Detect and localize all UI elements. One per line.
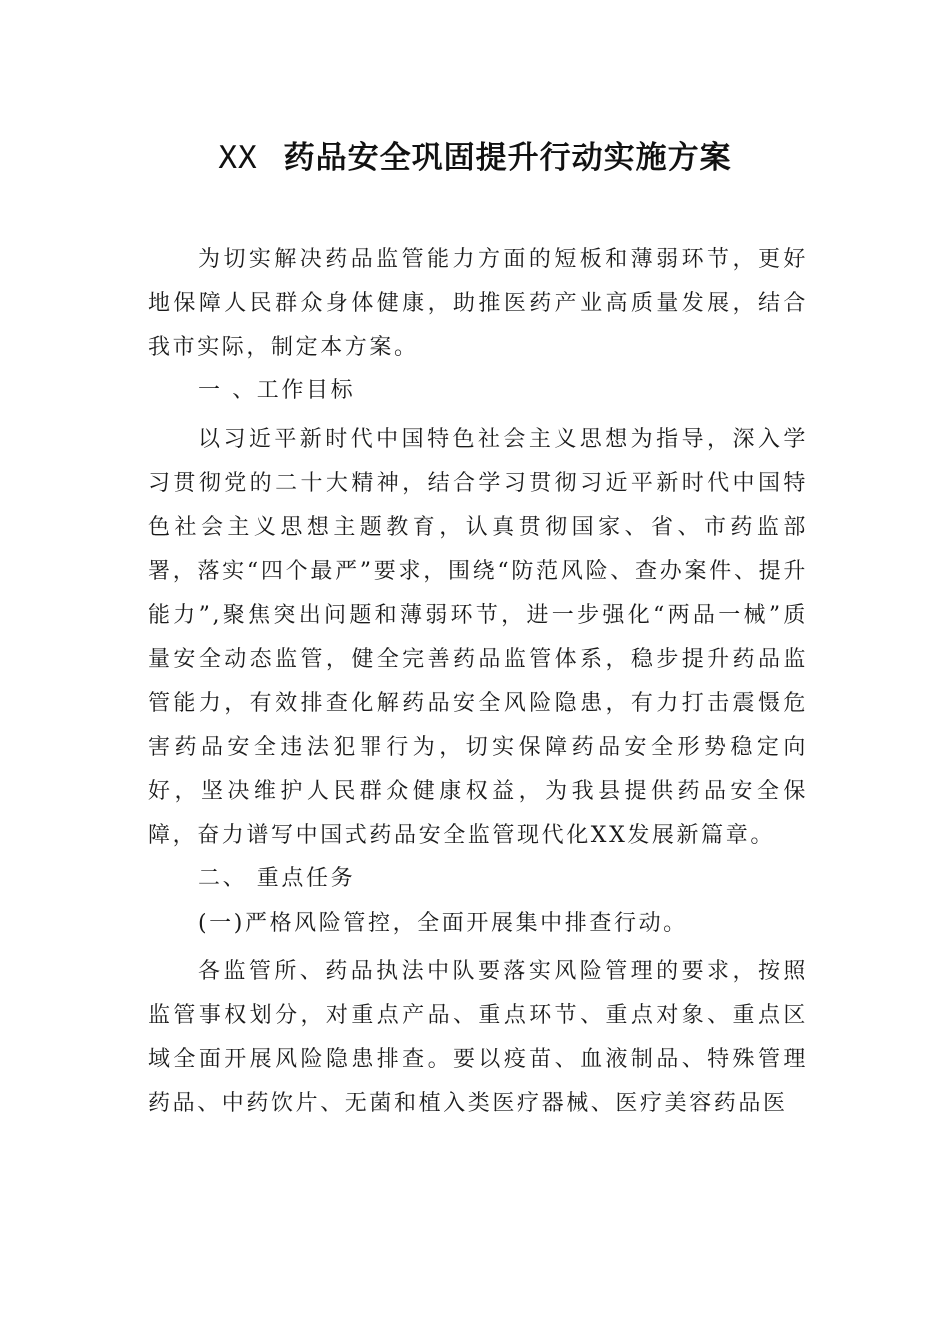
goals-paragraph: 以习近平新时代中国特色社会主义思想为指导，深入学习贯彻党的二十大精神，结合学习贯彻习近平新时代中国特色社会主义思想主题教育，认真贯彻国家、省、市药监部署，落实“四个最严”要求，围绕“防范风险、查办案件、提升能力”,聚焦突出问题和薄弱环节，进一步强化“两品一械”质量安全动态监管，健全完善药品监管体系，稳步提升药品监管能力，有效排查化解药品安全风险隐患，有力打击震慑危害药品安全违法犯罪行为，切实保障药品安全形势稳定向好，坚决维护人民群众健康权益，为我县提供药品安全保障，奋力谱写中国式药品安全监管现代化XX发展新篇章。 (148, 427, 808, 848)
section-heading-tasks: 二、 重点任务 (198, 866, 356, 891)
subsection-heading-risk-control: (一)严格风险管控，全面开展集中排查行动。 (198, 911, 688, 936)
title-prefix: XX (218, 140, 258, 176)
intro-paragraph: 为切实解决药品监管能力方面的短板和薄弱环节，更好地保障人民群众身体健康，助推医药产业高质量发展，结合我市实际，制定本方案。 (148, 247, 808, 360)
risk-control-paragraph: 各监管所、药品执法中队要落实风险管理的要求，按照监管事权划分，对重点产品、重点环节、重点对象、重点区域全面开展风险隐患排查。要以疫苗、血液制品、特殊管理药品、中药饮片、无菌和植入类医疗器械、医疗美容药品医 (148, 959, 808, 1116)
document-title (0, 132, 950, 177)
section-heading-goals: 一 、工作目标 (198, 378, 356, 403)
title-main: 药品安全巩固提升行动实施方案 (283, 140, 732, 176)
